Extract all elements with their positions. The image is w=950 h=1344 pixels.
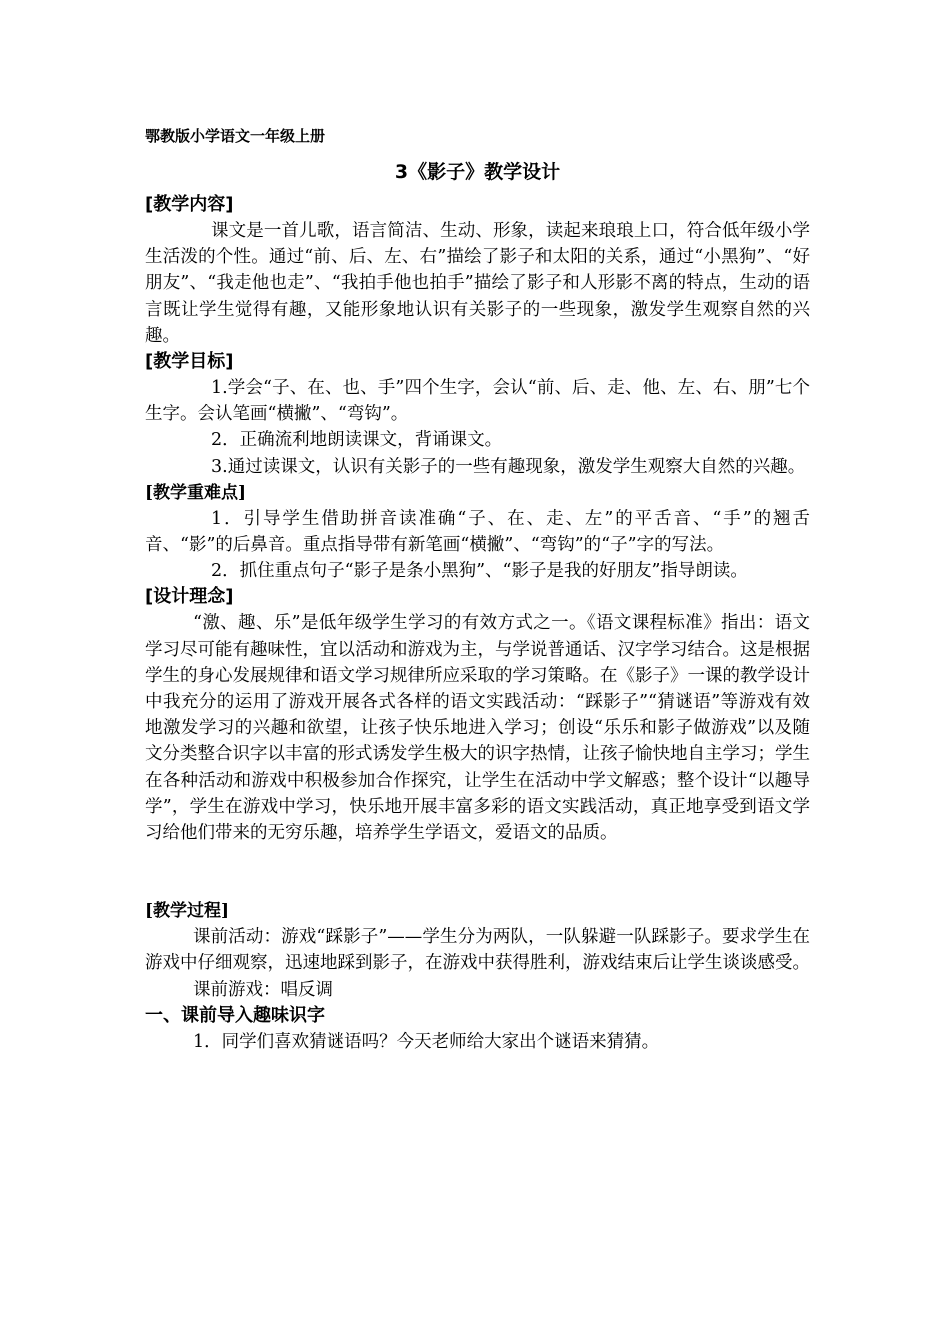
pre-activity-paragraph: 课前活动：游戏“踩影子”——学生分为两队，一队躲避一队踩影子。要求学生在游戏中仔细观察，迅速地踩到影子，在游戏中获得胜利，游戏结束后让学生谈谈感受。 [145, 927, 810, 974]
part1-item-1: 1．同学们喜欢猜谜语吗？今天老师给大家出个谜语来猜猜。 [193, 1031, 660, 1052]
content-paragraph: 课文是一首儿歌，语言简洁、生动、形象，读起来琅琅上口，符合低年级小学生活泼的个性。通过“前、后、左、右”描绘了影子和太阳的关系，通过“小黑狗”、“好朋友”、“我走他也走”、“我拍手他也拍手”描绘了影子和人形影不离的特点，生动的语言既让学生觉得有趣，又能形象地认识有关影子的一些现象，激发学生观察自然的兴趣。 [145, 221, 810, 346]
blank-spacer [145, 846, 810, 898]
publisher-line: 鄂教版小学语文一年级上册 [145, 127, 326, 145]
document-page [145, 122, 810, 1055]
goal-item-2: 2．正确流利地朗读课文，背诵课文。 [211, 430, 503, 451]
section-heading-difficulties: [教学重难点] [145, 482, 247, 503]
section-heading-content: [教学内容] [145, 194, 234, 215]
difficulty-item-1: 1．引导学生借助拼音读准确“子、在、走、左”的平舌音、“手”的翘舌音、“影”的后鼻音。重点指导带有新笔画“横撇”、“弯钩”的“子”字的写法。 [145, 508, 810, 556]
pre-game-line: 课前游戏：唱反调 [193, 979, 333, 1000]
section-heading-concept: [设计理念] [145, 586, 234, 608]
concept-paragraph: “激、趣、乐”是低年级学生学习的有效方式之一。《语文课程标准》指出：语文学习尽可能有趣味性，宜以活动和游戏为主，与学说普通话、汉字学习结合。这是根据学生的身心发展规律和语文学习规律所应采取的学习策略。在《影子》一课的教学设计中我充分的运用了游戏开展各式各样的语文实践活动：“踩影子”“猜谜语”等游戏有效地激发学习的兴趣和欲望，让孩子快乐地进入学习；创设“乐乐和影子做游戏”以及随文分类整合识字以丰富的形式诱发学生极大的识字热情，让孩子愉快地自主学习；学生在各种活动和游戏中积极参加合作探究，让学生在活动中学文解惑；整个设计“以趣导学”，学生在游戏中学习，快乐地开展丰富多彩的语文实践活动，真正地享受到语文学习给他们带来的无穷乐趣，培养学生学语文，爱语文的品质。 [145, 613, 810, 844]
section-heading-goals: [教学目标] [145, 351, 234, 373]
goal-item-1: 1.学会“子、在、也、手”四个生字，会认“前、后、走、他、左、右、朋”七个生字。会认笔画“横撇”、“弯钩”。 [145, 378, 810, 425]
goal-item-3: 3.通过读课文，认识有关影子的一些有趣现象，激发学生观察大自然的兴趣。 [211, 456, 806, 477]
section-heading-process: [教学过程] [145, 901, 230, 922]
difficulty-item-2: 2．抓住重点句子“影子是条小黑狗”、“影子是我的好朋友”指导朗读。 [211, 561, 748, 582]
document-title: 3《影子》教学设计 [394, 161, 561, 183]
part1-heading: 一、课前导入趣味识字 [145, 1004, 325, 1026]
